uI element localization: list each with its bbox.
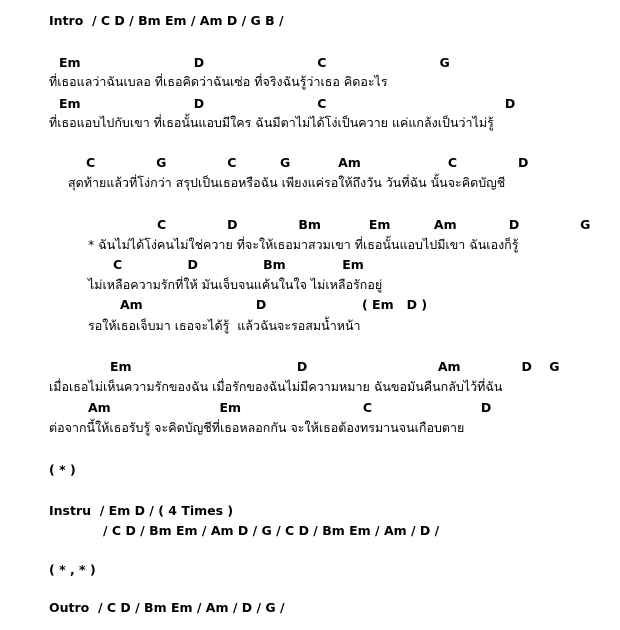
verse2-chords: C G C G Am C D [86, 155, 529, 170]
instru-line-2: / C D / Bm Em / Am D / G / C D / Bm Em / Am / D / [103, 523, 440, 538]
bridge-lyric-1: เมื่อเธอไม่เห็นความรักของฉัน เมื่อรักของฉันไม่มีความหมาย ฉันขอมันคืนกลับไว้ที่ฉัน [49, 379, 503, 394]
repeat-chorus-marker: ( * ) [49, 462, 76, 477]
verse2-lyric: สุดท้ายแล้วที่โง่กว่า สรุปเป็นเธอหรือฉัน เพียงแค่รอให้ถึงวัน วันที่ฉัน นั้นจะคิดบัญชี [68, 175, 506, 190]
chorus-lyric-3: รอให้เธอเจ็บมา เธอจะได้รู้ แล้วฉันจะรอสมน้ำหน้า [88, 318, 361, 333]
bridge-chords-2: Am Em C D [88, 400, 492, 415]
repeat-chorus-twice-marker: ( * , * ) [49, 562, 96, 577]
instru-line-1: Instru / Em D / ( 4 Times ) [49, 503, 234, 518]
chorus-lyric-2: ไม่เหลือความรักที่ให้ มันเจ็บจนแค้นในใจ ไม่เหลือรักอยู่ [88, 277, 383, 292]
verse1-chords-2: Em D C D [59, 96, 516, 111]
intro-line: Intro / C D / Bm Em / Am D / G B / [49, 13, 284, 28]
chorus-lyric-1: * ฉันไม่ได้โง่คนไม่ใช่ควาย ที่จะให้เธอมาสวมเขา ที่เธอนั้นแอบไปมีเขา ฉันเองก็รู้ [88, 237, 519, 252]
verse1-chords-1: Em D C G [59, 55, 450, 70]
bridge-lyric-2: ต่อจากนี้ให้เธอรับรู้ จะคิดบัญชีที่เธอหลอกกัน จะให้เธอต้องทรมานจนเกือบตาย [49, 420, 465, 435]
chorus-chords-3: Am D ( Em D ) [120, 297, 428, 312]
outro-line: Outro / C D / Bm Em / Am / D / G / [49, 600, 285, 615]
chorus-chords-1: C D Bm Em Am D G [157, 217, 591, 232]
verse1-lyric-2: ที่เธอแอบไปกับเขา ที่เธอนั้นแอบมีใคร ฉันมีตาไม่ได้โง่เป็นควาย แค่แกล้งเป็นว่าไม่รู้ [49, 115, 494, 130]
verse1-lyric-1: ที่เธอแลว่าฉันเบลอ ที่เธอคิดว่าฉันเซ่อ ที่จริงฉันรู้ว่าเธอ คิดอะไร [49, 74, 388, 89]
bridge-chords-1: Em D Am D G [110, 359, 560, 374]
chorus-chords-2: C D Bm Em [113, 257, 364, 272]
